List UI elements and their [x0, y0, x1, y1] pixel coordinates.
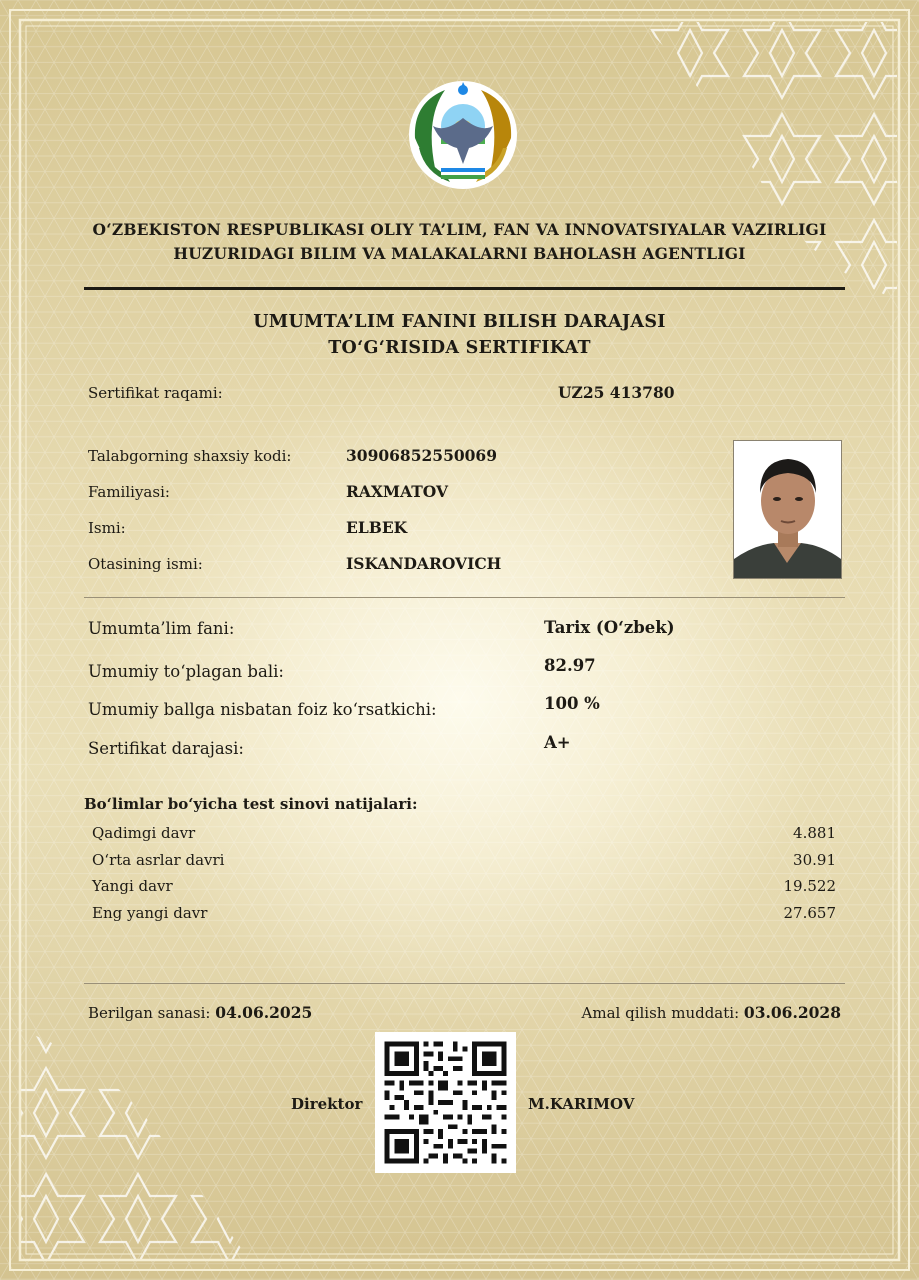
surname-value: RAXMATOV — [346, 482, 449, 501]
first-name-label: Ismi: — [88, 519, 126, 537]
certificate-title-line2: TO‘G‘RISIDA SERTIFIKAT — [328, 338, 591, 358]
section-name-contemporary: Eng yangi davr — [92, 904, 208, 922]
first-name-value: ELBEK — [346, 518, 408, 537]
total-score-label: Umumiy to‘plagan bali: — [88, 662, 284, 681]
validity-date-value: 03.06.2028 — [743, 1003, 841, 1022]
portrait-photo — [733, 440, 842, 579]
total-score-value: 82.97 — [544, 656, 596, 675]
subject-label: Umumta’lim fani: — [88, 619, 235, 638]
section-divider-2 — [84, 983, 845, 984]
validity-date-label: Amal qilish muddati: — [581, 1004, 740, 1022]
percent-label: Umumiy ballga nisbatan foiz ko‘rsatkichi: — [88, 700, 437, 719]
agency-header-line1: O‘ZBEKISTON RESPUBLIKASI OLIY TA’LIM, FAN VA INNOVATSIYALAR VAZIRLIGI — [92, 220, 827, 239]
header-divider — [84, 287, 845, 290]
subject-value: Tarix (O‘zbek) — [544, 618, 675, 637]
issue-date-value: 04.06.2025 — [215, 1003, 313, 1022]
personal-code-label: Talabgorning shaxsiy kodi: — [88, 447, 292, 465]
section-name-modern: Yangi davr — [92, 877, 173, 895]
sections-heading: Bo‘limlar bo‘yicha test sinovi natijalari: — [84, 795, 418, 813]
section-score-ancient: 4.881 — [793, 824, 836, 842]
issue-date-label: Berilgan sanasi: — [88, 1004, 211, 1022]
qr-code-icon[interactable] — [375, 1032, 516, 1173]
section-name-ancient: Qadimgi davr — [92, 824, 196, 842]
percent-value: 100 % — [544, 694, 600, 713]
section-score-contemporary: 27.657 — [783, 904, 836, 922]
patronymic-value: ISKANDAROVICH — [346, 554, 502, 573]
grade-label: Sertifikat darajasi: — [88, 739, 244, 758]
grade-value: A+ — [544, 733, 571, 752]
director-label: Direktor — [291, 1095, 363, 1113]
personal-code-value: 30906852550069 — [346, 446, 497, 465]
certificate-title-line1: UMUMTA’LIM FANINI BILISH DARAJASI — [253, 312, 666, 332]
section-score-medieval: 30.91 — [793, 851, 836, 869]
surname-label: Familiyasi: — [88, 483, 170, 501]
section-divider-1 — [84, 597, 845, 598]
state-emblem-icon — [405, 78, 521, 192]
section-name-medieval: O‘rta asrlar davri — [92, 851, 225, 869]
certificate-number-label: Sertifikat raqami: — [88, 384, 223, 402]
certificate-number-value: UZ25 413780 — [558, 383, 675, 402]
issue-date — [88, 1003, 312, 1022]
director-name: M.KARIMOV — [528, 1095, 635, 1113]
agency-header-line2: HUZURIDAGI BILIM VA MALAKALARNI BAHOLASH AGENTLIGI — [173, 244, 746, 263]
section-score-modern: 19.522 — [783, 877, 836, 895]
patronymic-label: Otasining ismi: — [88, 555, 203, 573]
validity-date — [582, 1003, 841, 1022]
